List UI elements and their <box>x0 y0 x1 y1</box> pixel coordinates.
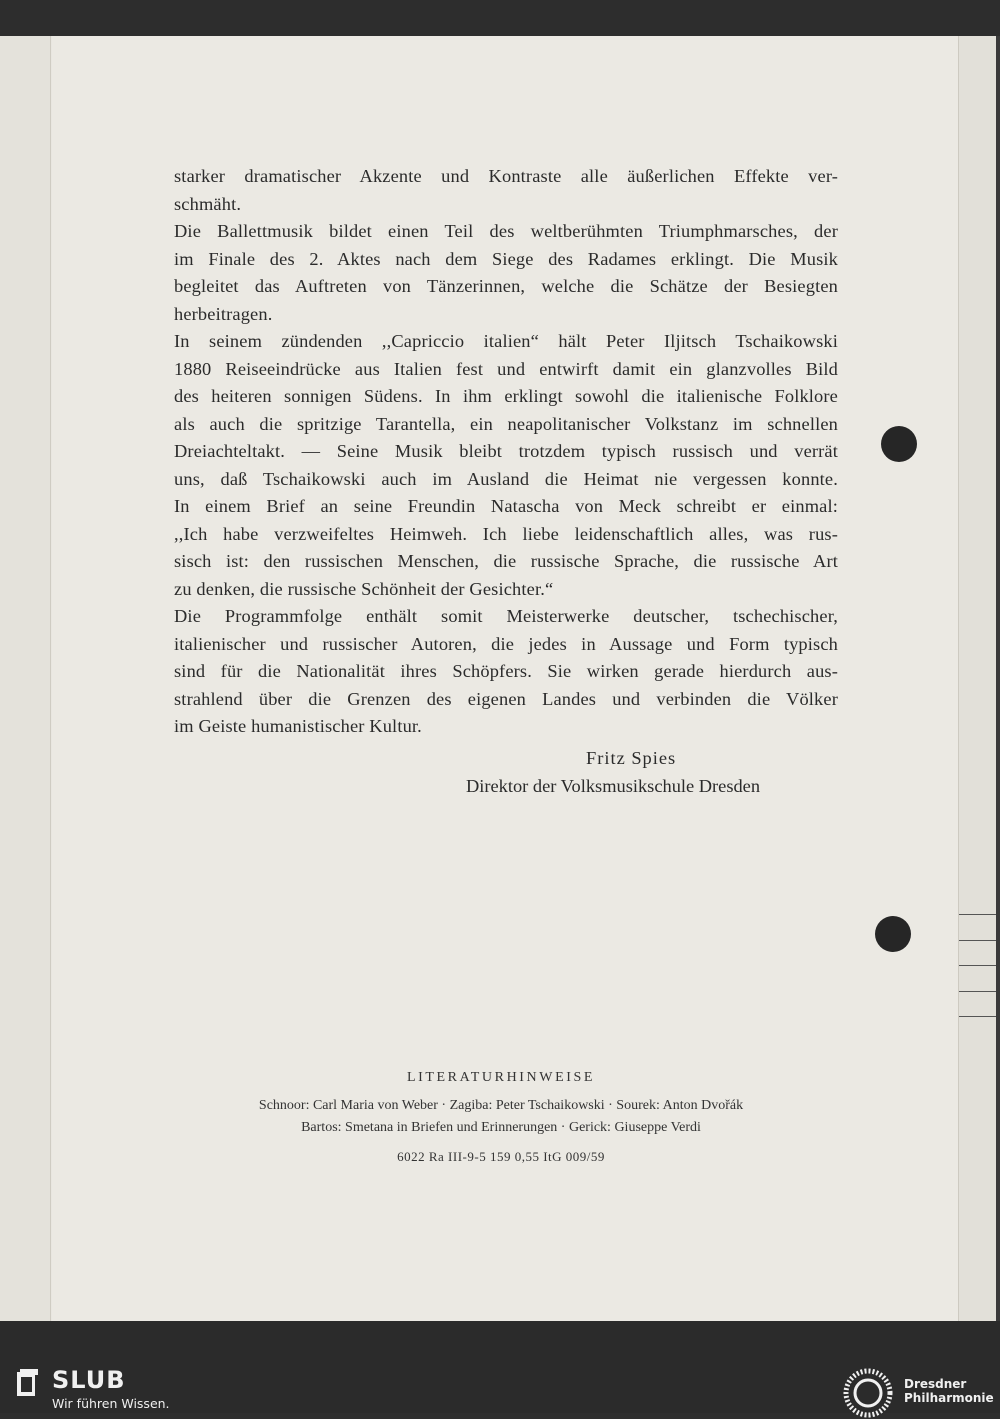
text-line: In einem Brief an seine Freundin Natascha von Meck schreibt er einmal: <box>174 496 838 516</box>
literature-line: Bartos: Smetana in Briefen und Erinnerungen · Gerick: Giuseppe Verdi <box>301 1120 701 1135</box>
text-line: sisch ist: den russischen Menschen, die russische Sprache, die russische Art <box>174 551 838 571</box>
edge-mark <box>959 914 1000 915</box>
edge-mark <box>959 965 1000 966</box>
body-text <box>174 163 838 741</box>
signature-block <box>466 745 826 800</box>
scan-bottom-border <box>0 1321 1000 1363</box>
text-line: des heiteren sonnigen Südens. In ihm erklingt sowohl die italienische Folklore <box>174 386 838 406</box>
print-code: 6022 Ra III-9-5 159 0,55 ItG 009/59 <box>397 1149 605 1164</box>
text-line: als auch die spritzige Tarantella, ein neapolitanischer Volkstanz im schnellen <box>174 413 838 434</box>
left-page-flap <box>0 36 51 1321</box>
text-line: Die Programmfolge enthält somit Meisterwerke deutscher, tschechischer, <box>174 606 838 626</box>
text-line: Dreiachteltakt. — Seine Musik bleibt trotzdem typisch russisch und verrät <box>174 441 838 461</box>
text-line: strahlend über die Grenzen des eigenen Landes und verbinden die Völker <box>174 688 838 709</box>
signature-title: Direktor der Volksmusikschule Dresden <box>466 775 761 796</box>
edge-mark <box>959 940 1000 941</box>
text-line: im Finale des 2. Aktes nach dem Siege des Radames erklingt. Die Musik <box>174 248 838 269</box>
literature-line: Schnoor: Carl Maria von Weber · Zagiba: Peter Tschaikowski · Sourek: Anton Dvořák <box>258 1098 744 1113</box>
literature-section <box>174 1070 828 1165</box>
text-line: begleitet das Auftreten von Tänzerinnen, welche die Schätze der Besiegten <box>174 276 838 296</box>
literature-heading: LITERATURHINWEISE <box>406 1070 596 1085</box>
scan-right-border <box>996 36 1000 1321</box>
text-line: ,,Ich habe verzweifeltes Heimweh. Ich liebe leidenschaftlich alles, was rus- <box>174 523 838 544</box>
scan-top-border <box>0 0 1000 36</box>
paragraph <box>174 218 838 328</box>
punch-hole <box>881 426 917 462</box>
edge-mark <box>959 991 1000 992</box>
text-line: schmäht. <box>174 193 242 214</box>
philharmonie-line: Dresdner <box>904 1377 967 1391</box>
text-line: italienischer und russischer Autoren, die jedes in Aussage und Form typisch <box>174 633 838 654</box>
right-page-edge <box>958 36 1000 1321</box>
footer-bar <box>0 1363 1000 1413</box>
signature-name: Fritz Spies <box>586 748 677 768</box>
text-line: uns, daß Tschaikowski auch im Ausland die Heimat nie vergessen konnte. <box>174 468 838 489</box>
text-line: In seinem zündenden ,,Capriccio italien“ hält Peter Iljitsch Tschaikowski <box>174 331 838 351</box>
edge-mark <box>959 1016 1000 1017</box>
slub-name: SLUB <box>52 1366 126 1394</box>
punch-hole <box>875 916 911 952</box>
text-line: zu denken, die russische Schönheit der Gesichter.“ <box>174 578 554 599</box>
slub-logo-icon <box>14 1368 40 1398</box>
philharmonie-logo-icon <box>842 1367 894 1419</box>
text-line: sind für die Nationalität ihres Schöpfers. Sie wirken gerade hierdurch aus- <box>174 661 838 681</box>
text-line: Die Ballettmusik bildet einen Teil des weltberühmten Triumphmarsches, der <box>174 221 838 241</box>
paragraph <box>174 163 838 218</box>
paragraph <box>174 328 838 603</box>
text-line: im Geiste humanistischer Kultur. <box>174 716 422 736</box>
philharmonie-name <box>904 1377 994 1405</box>
philharmonie-line: Philharmonie <box>904 1391 994 1405</box>
text-line: herbeitragen. <box>174 303 273 324</box>
text-line: starker dramatischer Akzente und Kontraste alle äußerlichen Effekte ver- <box>174 166 838 186</box>
text-line: 1880 Reiseeindrücke aus Italien fest und entwirft damit ein glanzvolles Bild <box>174 358 838 379</box>
slub-tagline: Wir führen Wissen. <box>52 1396 170 1411</box>
paragraph <box>174 603 838 741</box>
